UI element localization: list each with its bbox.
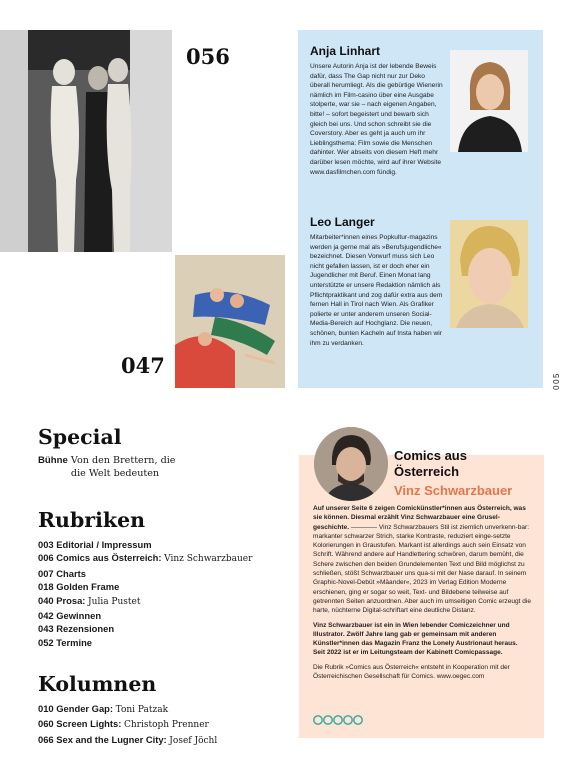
toc-item-label: 042 Gewinnen xyxy=(38,610,102,622)
toc-item-author: Toni Patzak xyxy=(115,705,169,715)
comics-body-text: ———— Vinz Schwarzbauers Stil ist ziemlich unverkenn-bar: markanter schwarzer Strich, starke Kontraste, reduziert einge-setzte Kolorierungen in Graustufen. Markant ist allerdings auch sein Einsatz von Schrift. Während andere auf Handlettering schwören, darum bemüht, die Schere zwischen den beiden Grundelementen Text und Bild möglichst zu schließen, stößt Schwarzbauer uns qua-si mit der Nase darauf. In seinem Graphic-Novel-Debüt »Mäander«, 2023 im Verlag Edition Moderne erschienen, ging er sogar so weit, Text- und Bildebene teilweise auf getrennten Seiten anzuordnen. Aber auch im umseitigen Comic erzeugt die harte, nüchterne Digital-schriftart eine deutliche Distanz. xyxy=(313,523,531,615)
toc-rubriken xyxy=(38,508,252,649)
contributor-name: Leo Langer xyxy=(310,215,375,229)
oegec-logo xyxy=(313,713,363,731)
toc-item-label: 052 Termine xyxy=(38,636,93,648)
toc-item[interactable] xyxy=(38,702,217,717)
ensemble-photo-color xyxy=(175,255,285,388)
toc-item[interactable] xyxy=(38,622,252,635)
toc-item[interactable] xyxy=(38,594,252,609)
toc-item-label: 010 Gender Gap: xyxy=(38,703,114,714)
contributor-bio: Unsere Autorin Anja ist der lebende Beweis dafür, dass The Gap nicht nur zur Deko überall herumliegt. Als die gebürtige Wienerin nämlich im Film-casino über eine Ausgabe stolperte, war sie – nach eigenen Angaben, bitte! – sofort begeistert und bewarb sich gleich bei uns. Und schon schreibt sie die Coverstory. Aber es geht ja auch um ihr Lieblingsthema: Film sowie die Menschen dahinter. Wer abseits von diesem Heft mehr darüber lesen möchte, wird auf ihrer Website www.dasfilmchen.com fündig. xyxy=(310,63,443,176)
toc-item-author: Josef Jöchl xyxy=(169,735,218,746)
toc-list xyxy=(38,702,217,748)
page-number-top: 056 xyxy=(186,44,230,69)
portrait-anja xyxy=(450,50,528,152)
artist-portrait xyxy=(314,427,388,501)
toc-item-label: 007 Charts xyxy=(38,567,86,579)
toc-special xyxy=(38,425,191,481)
comics-title-line: Österreich xyxy=(394,463,460,479)
special-label: Bühne xyxy=(38,455,68,466)
toc-item-label: 060 Screen Lights: xyxy=(38,718,122,730)
toc-item[interactable] xyxy=(38,717,217,732)
toc-list xyxy=(38,538,252,649)
toc-item-author: Julia Pustet xyxy=(88,596,141,607)
toc-item[interactable] xyxy=(38,551,252,566)
contributor-name: Anja Linhart xyxy=(310,44,381,58)
comics-article xyxy=(313,504,531,686)
toc-item-label: 018 Golden Frame xyxy=(38,581,120,593)
comics-intro: Auf unserer Seite 6 zeigen Comickünstler*innen aus Österreich, was sie können. Diesmal erzählt Vinz Schwarzbauer eine Grusel-geschichte. xyxy=(313,505,526,531)
page-number-bottom: 047 xyxy=(121,353,165,378)
comics-title xyxy=(394,448,467,479)
portrait-leo xyxy=(450,220,528,328)
special-entry[interactable] xyxy=(38,454,191,481)
page-folio: 005 xyxy=(552,372,561,390)
toc-item-label: 043 Rezensionen xyxy=(38,623,115,635)
comics-artist-bio: Vinz Schwarzbauer ist ein in Wien lebender Comiczeichner und Illustrator. Zwölf Jahre lang gab er gemeinsam mit anderen Künstler*innen das Magazin Franz the Lonely Austrionaut heraus. Seit 2022 ist er im Leitungsteam der Kabinett Comicpassage. xyxy=(313,621,518,657)
toc-item[interactable] xyxy=(38,567,252,580)
toc-item-label: 066 Sex and the Lugner City: xyxy=(38,733,167,745)
contributor-leo xyxy=(310,215,446,348)
contributor-bio: Mitarbeiter*innen eines Popkultur-magazins werden ja gerne mal als »Berufsjugendliche« bezeichnet. Diesen Vorwurf muss sich Leo nicht gefallen lassen, ist er doch eher ein Jugendlicher mit Beruf. Einen Monat lang unterstützte er unsere Redaktion nämlich als Pflichtpraktikant und zog dafür extra aus dem fernen Hall in Tirol nach Wien. Als Grafiker polierte er unter anderem unseren Social-Media-Bereich auf Hochglanz. Die neuen, schönen, bunten Kacheln auf Insta haben wir ihm zu verdanken. xyxy=(310,234,443,347)
toc-item[interactable] xyxy=(38,538,252,551)
contributor-anja xyxy=(310,44,446,177)
comics-artist-name: Vinz Schwarzbauer xyxy=(394,483,513,498)
comics-credit: Die Rubrik »Comics aus Österreich« entsteht in Kooperation mit der Österreichischen Gesellschaft für Comics. www.oegec.com xyxy=(313,663,510,681)
toc-item[interactable] xyxy=(38,636,252,649)
special-text: Von den Brettern, die die Welt bedeuten xyxy=(70,455,176,480)
section-heading: Kolumnen xyxy=(38,672,157,696)
toc-item-label: 040 Prosa: xyxy=(38,594,86,606)
toc-kolumnen xyxy=(38,672,217,748)
toc-item[interactable] xyxy=(38,609,252,622)
toc-item[interactable] xyxy=(38,733,217,748)
performance-photo-bw xyxy=(0,30,172,252)
toc-item-label: 006 Comics aus Österreich: xyxy=(38,552,162,564)
comics-title-line: Comics aus xyxy=(394,448,467,463)
section-heading: Rubriken xyxy=(38,508,146,532)
toc-item-author: Vinz Schwarzbauer xyxy=(164,554,253,565)
section-heading: Special xyxy=(38,425,122,449)
toc-item-label: 003 Editorial / Impressum xyxy=(38,539,152,550)
toc-item-author: Christoph Prenner xyxy=(123,720,209,731)
contributors-panel xyxy=(298,30,543,388)
toc-item[interactable] xyxy=(38,580,252,593)
